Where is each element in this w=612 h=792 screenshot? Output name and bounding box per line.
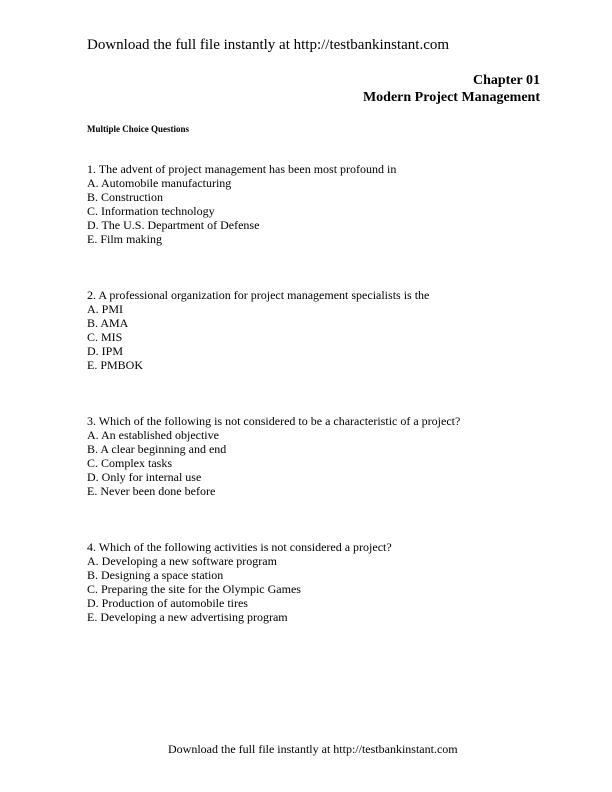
question-text: 2. A professional organization for project management specialists is the [87, 288, 430, 302]
answer-option-c: C. Complex tasks [87, 456, 173, 470]
header-download-banner: Download the full file instantly at http://testbankinstant.com [87, 37, 450, 53]
answer-option-e: E. Never been done before [87, 484, 216, 498]
answer-option-d: D. Production of automobile tires [87, 596, 248, 610]
question-4 [87, 540, 547, 624]
answer-option-c: C. Preparing the site for the Olympic Games [87, 582, 301, 596]
answer-option-d: D. The U.S. Department of Defense [87, 218, 260, 232]
answer-option-e: E. Developing a new advertising program [87, 610, 288, 624]
question-text: 1. The advent of project management has been most profound in [87, 162, 397, 176]
footer-download-banner: Download the full file instantly at http://testbankinstant.com [168, 742, 458, 756]
question-text: 3. Which of the following is not considered to be a characteristic of a project? [87, 414, 461, 428]
answer-option-a: A. An established objective [87, 428, 219, 442]
answer-option-c: C. MIS [87, 330, 123, 344]
question-2 [87, 288, 547, 372]
answer-option-e: E. Film making [87, 232, 162, 246]
section-heading: Multiple Choice Questions [87, 124, 190, 134]
answer-option-a: A. Developing a new software program [87, 554, 277, 568]
answer-option-e: E. PMBOK [87, 358, 144, 372]
answer-option-a: A. Automobile manufacturing [87, 176, 232, 190]
answer-option-d: D. Only for internal use [87, 470, 202, 484]
question-1 [87, 162, 547, 246]
answer-option-c: C. Information technology [87, 204, 215, 218]
chapter-heading [363, 72, 540, 106]
question-text: 4. Which of the following activities is not considered a project? [87, 540, 392, 554]
question-3 [87, 414, 547, 498]
answer-option-b: B. Designing a space station [87, 568, 224, 582]
chapter-number: Chapter 01 [472, 73, 540, 88]
answer-option-b: B. AMA [87, 316, 129, 330]
chapter-title: Modern Project Management [362, 90, 540, 105]
question-list [87, 162, 547, 666]
answer-option-b: B. Construction [87, 190, 164, 204]
answer-option-a: A. PMI [87, 302, 124, 316]
answer-option-b: B. A clear beginning and end [87, 442, 227, 456]
answer-option-d: D. IPM [87, 344, 124, 358]
